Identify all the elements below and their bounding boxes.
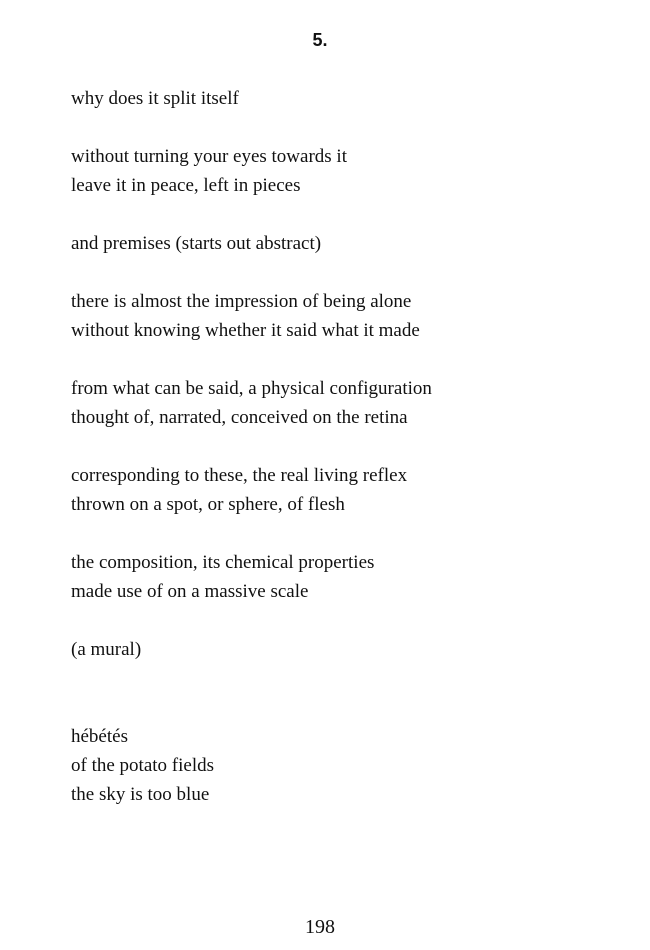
stanza	[71, 287, 611, 345]
poem-line: thought of, narrated, conceived on the retina	[71, 407, 408, 428]
poem-line: without turning your eyes towards it	[71, 146, 347, 167]
poem-line: there is almost the impression of being alone	[71, 291, 412, 312]
stanza	[71, 461, 611, 519]
poem-line: made use of on a massive scale	[71, 581, 309, 602]
poem-line: of the potato fields	[71, 755, 214, 776]
poem-line: without knowing whether it said what it made	[71, 320, 420, 341]
poem-line: hébétés	[71, 726, 128, 747]
poem-line: and premises (starts out abstract)	[71, 233, 322, 254]
stanza	[71, 229, 611, 258]
stanza	[71, 374, 611, 432]
section-number: 5.	[312, 30, 328, 50]
final-stanza	[71, 722, 611, 809]
page-number: 198	[305, 916, 335, 938]
stanza	[71, 84, 611, 113]
poem-line: thrown on a spot, or sphere, of flesh	[71, 494, 345, 515]
poem-line: the sky is too blue	[71, 784, 210, 805]
stanza	[71, 548, 611, 606]
poem-line: why does it split itself	[71, 88, 239, 109]
poem-line: leave it in peace, left in pieces	[71, 175, 301, 196]
poem-line: corresponding to these, the real living reflex	[71, 465, 408, 486]
poem-body	[71, 84, 611, 838]
poem-line: (a mural)	[71, 639, 142, 660]
poem-line: the composition, its chemical properties	[71, 552, 375, 573]
stanza	[71, 635, 611, 664]
poem-line: from what can be said, a physical configuration	[71, 378, 432, 399]
stanza	[71, 142, 611, 200]
